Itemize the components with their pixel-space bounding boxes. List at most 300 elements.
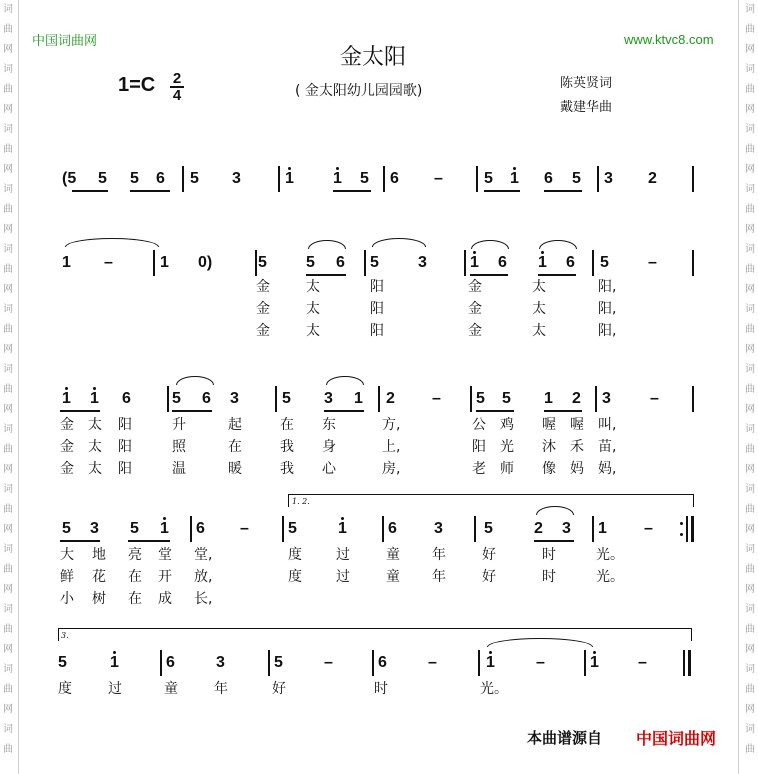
lyric: 妈 [570, 461, 584, 477]
slur [471, 240, 509, 249]
side-watermark-char: 网 [745, 524, 755, 535]
time-signature [170, 72, 184, 102]
side-watermark-char: 词 [3, 364, 13, 375]
note: 1 [598, 520, 607, 537]
barline [692, 386, 694, 412]
lyric: 阳, [598, 323, 617, 339]
lyric: 太 [306, 323, 320, 339]
lyric: 妈, [598, 461, 617, 477]
lyric: 在 [280, 417, 294, 433]
lyric: 暖 [228, 461, 242, 477]
lyric: 太 [88, 461, 102, 477]
note: – [240, 520, 249, 537]
barline [383, 166, 385, 192]
lyric: 金 [468, 323, 482, 339]
lyric: 金 [60, 439, 74, 455]
side-watermark-char: 网 [745, 104, 755, 115]
eighth-beam [130, 190, 170, 192]
note: 2 [572, 390, 581, 407]
lyric: 鸡 [500, 417, 514, 433]
side-watermark-char: 曲 [745, 564, 755, 575]
lyric: 阳, [598, 301, 617, 317]
lyric: 堂, [194, 547, 213, 563]
note: 1 [538, 254, 547, 271]
slur [176, 376, 214, 385]
octave-dot [113, 651, 116, 654]
lyric: 太 [88, 439, 102, 455]
lyric: 时 [542, 569, 556, 585]
eighth-beam [60, 410, 100, 412]
side-watermark-char: 曲 [745, 24, 755, 35]
note: 2 [648, 170, 657, 187]
barline [478, 650, 480, 676]
lyric: 时 [542, 547, 556, 563]
lyric: 叫, [598, 417, 617, 433]
note: 6 [166, 654, 175, 671]
note: 5 [502, 390, 511, 407]
note: 6 [196, 520, 205, 537]
side-watermark-char: 网 [745, 44, 755, 55]
side-watermark-char: 曲 [3, 144, 13, 155]
note: 3 [216, 654, 225, 671]
repeat-barline-thin [686, 516, 688, 542]
note: 3 [232, 170, 241, 187]
side-watermark-char: 曲 [745, 384, 755, 395]
lyric: 阳 [472, 439, 486, 455]
barline [592, 516, 594, 542]
side-watermark-char: 网 [745, 344, 755, 355]
side-watermark-char: 词 [3, 724, 13, 735]
slur [326, 376, 364, 385]
side-watermark-char: 网 [745, 644, 755, 655]
side-watermark-char: 曲 [3, 504, 13, 515]
octave-dot [93, 387, 96, 390]
lyric: 阳 [370, 279, 384, 295]
note: – [324, 654, 333, 671]
side-watermark-char: 网 [3, 44, 13, 55]
note: 5 [370, 254, 379, 271]
side-watermark-char: 网 [745, 464, 755, 475]
side-watermark-char: 网 [745, 164, 755, 175]
lyric: 阳 [370, 323, 384, 339]
song-subtitle: ( 金太阳幼儿园园歌) [295, 83, 423, 99]
side-watermark-char: 词 [745, 184, 755, 195]
side-watermark-char: 词 [3, 484, 13, 495]
note: 6 [566, 254, 575, 271]
slur [536, 506, 574, 515]
note: 1 [354, 390, 363, 407]
lyric: 成 [158, 591, 172, 607]
lyric: 我 [280, 461, 294, 477]
lyric: 太 [532, 323, 546, 339]
side-watermark-char: 词 [745, 664, 755, 675]
lyric: 心 [322, 461, 336, 477]
volta-bracket-3 [58, 628, 692, 641]
note: 5 [282, 390, 291, 407]
octave-dot [489, 651, 492, 654]
note: (5 [62, 170, 77, 187]
eighth-beam [484, 190, 520, 192]
note: 3 [230, 390, 239, 407]
side-watermark-char: 网 [3, 464, 13, 475]
note: 5 [484, 520, 493, 537]
lyric: 在 [228, 439, 242, 455]
side-watermark-char: 网 [3, 284, 13, 295]
note: 3 [434, 520, 443, 537]
octave-dot [288, 167, 291, 170]
lyricist-credit: 陈英贤词 [560, 76, 613, 91]
eighth-beam [324, 410, 364, 412]
side-watermark-char: 曲 [3, 204, 13, 215]
barline [255, 250, 257, 276]
lyric: 度 [288, 547, 302, 563]
lyric: 年 [214, 681, 228, 697]
volta-label: 3. [61, 631, 69, 640]
barline [182, 166, 184, 192]
note: 2 [386, 390, 395, 407]
lyric: 光。 [596, 547, 624, 563]
side-watermark-char: 网 [3, 704, 13, 715]
lyric: 照 [172, 439, 186, 455]
note: – [648, 254, 657, 271]
repeat-dot-top [680, 522, 683, 525]
side-watermark-char: 词 [745, 304, 755, 315]
side-watermark-char: 网 [3, 104, 13, 115]
lyric: 过 [108, 681, 122, 697]
lyric: 金 [468, 301, 482, 317]
left-side-watermark [0, 0, 16, 774]
side-watermark-char: 词 [3, 544, 13, 555]
tie [65, 238, 159, 247]
barline [275, 386, 277, 412]
note: 5 [172, 390, 181, 407]
note: 2 [534, 520, 543, 537]
barline [190, 516, 192, 542]
note: 1 [160, 520, 169, 537]
slur [539, 240, 577, 249]
note: 5 [572, 170, 581, 187]
side-watermark-char: 曲 [3, 324, 13, 335]
side-watermark-char: 网 [3, 164, 13, 175]
lyric: 在 [128, 569, 142, 585]
eighth-beam [333, 190, 371, 192]
lyric: 阳, [598, 279, 617, 295]
note: – [434, 170, 443, 187]
side-watermark-char: 词 [3, 664, 13, 675]
note: 6 [202, 390, 211, 407]
side-watermark-char: 曲 [745, 684, 755, 695]
note: 6 [390, 170, 399, 187]
note: 5 [600, 254, 609, 271]
time-signature-bottom: 4 [172, 86, 182, 104]
lyric: 童 [386, 547, 400, 563]
lyric: 花 [92, 569, 106, 585]
slur [308, 240, 346, 249]
lyric: 太 [306, 301, 320, 317]
lyric: 温 [172, 461, 186, 477]
lyric: 树 [92, 591, 106, 607]
note: 1 [590, 654, 599, 671]
barline [595, 386, 597, 412]
lyric: 喔 [542, 417, 556, 433]
side-watermark-char: 词 [745, 604, 755, 615]
note: 1 [110, 654, 119, 671]
side-watermark-char: 词 [745, 124, 755, 135]
note: – [428, 654, 437, 671]
side-watermark-char: 词 [745, 4, 755, 15]
octave-dot [65, 387, 68, 390]
note: 3 [562, 520, 571, 537]
note: – [536, 654, 545, 671]
lyric: 鲜 [60, 569, 74, 585]
lyric: 金 [468, 279, 482, 295]
eighth-beam [534, 540, 574, 542]
note: 6 [378, 654, 387, 671]
side-watermark-char: 词 [3, 184, 13, 195]
note: – [104, 254, 113, 271]
lyric: 太 [306, 279, 320, 295]
lyric: 金 [256, 323, 270, 339]
note: 5 [130, 520, 139, 537]
composer-credit: 戴建华曲 [560, 100, 613, 115]
note: 1 [62, 390, 71, 407]
lyric: 光 [500, 439, 514, 455]
final-barline-thick [688, 650, 691, 676]
lyric: 太 [88, 417, 102, 433]
lyric: 东 [322, 417, 336, 433]
note: 5 [62, 520, 71, 537]
lyric: 光。 [596, 569, 624, 585]
side-watermark-char: 词 [3, 64, 13, 75]
side-watermark-char: 曲 [3, 444, 13, 455]
lyric: 公 [472, 417, 486, 433]
note: 5 [98, 170, 107, 187]
note: 5 [306, 254, 315, 271]
lyric: 童 [386, 569, 400, 585]
side-watermark-char: 网 [745, 404, 755, 415]
note: 1 [160, 254, 169, 271]
note: 3 [604, 170, 613, 187]
side-watermark-char: 曲 [3, 684, 13, 695]
lyric: 阳 [118, 417, 132, 433]
time-signature-top: 2 [172, 70, 182, 87]
note: 1 [62, 254, 71, 271]
note: 3 [90, 520, 99, 537]
note: 3 [602, 390, 611, 407]
side-watermark-char: 曲 [745, 324, 755, 335]
octave-dot [541, 251, 544, 254]
lyric: 苗, [598, 439, 617, 455]
octave-dot [341, 517, 344, 520]
lyric: 亮 [128, 547, 142, 563]
side-watermark-char: 词 [745, 544, 755, 555]
song-title: 金太阳 [340, 45, 407, 70]
octave-dot [513, 167, 516, 170]
lyric: 好 [482, 569, 496, 585]
note: – [432, 390, 441, 407]
lyric: 过 [336, 569, 350, 585]
side-watermark-char: 曲 [745, 84, 755, 95]
barline [476, 166, 478, 192]
lyric: 度 [58, 681, 72, 697]
side-watermark-char: 曲 [3, 564, 13, 575]
lyric: 喔 [570, 417, 584, 433]
lyric: 像 [542, 461, 556, 477]
side-watermark-char: 曲 [3, 24, 13, 35]
barline [470, 386, 472, 412]
note: 6 [336, 254, 345, 271]
barline [584, 650, 586, 676]
lyric: 时 [374, 681, 388, 697]
lyric: 长, [194, 591, 213, 607]
lyric: 地 [92, 547, 106, 563]
note: 1 [285, 170, 294, 187]
right-margin-line [738, 0, 739, 774]
lyric: 金 [60, 461, 74, 477]
side-watermark-char: 网 [3, 584, 13, 595]
note: 5 [360, 170, 369, 187]
lyric: 度 [288, 569, 302, 585]
note: – [650, 390, 659, 407]
note: – [638, 654, 647, 671]
lyric: 升 [172, 417, 186, 433]
side-watermark-char: 词 [745, 364, 755, 375]
side-watermark-char: 词 [3, 244, 13, 255]
source-site-link[interactable]: 中国词曲网 [636, 729, 717, 748]
lyric: 房, [382, 461, 401, 477]
side-watermark-char: 词 [745, 484, 755, 495]
side-watermark-char: 网 [3, 524, 13, 535]
side-watermark-char: 曲 [3, 624, 13, 635]
eighth-beam [544, 190, 582, 192]
lyric: 太 [532, 301, 546, 317]
note: 3 [324, 390, 333, 407]
barline [153, 250, 155, 276]
eighth-beam [60, 540, 100, 542]
side-watermark-char: 曲 [745, 624, 755, 635]
lyric: 阳 [118, 461, 132, 477]
site-watermark-left: 中国词曲网 [32, 34, 98, 49]
repeat-barline-thick [691, 516, 694, 542]
side-watermark-char: 词 [3, 304, 13, 315]
side-watermark-char: 网 [745, 704, 755, 715]
note: 6 [122, 390, 131, 407]
note: 1 [338, 520, 347, 537]
barline [278, 166, 280, 192]
barline [464, 250, 466, 276]
barline [364, 250, 366, 276]
lyric: 沐 [542, 439, 556, 455]
side-watermark-char: 词 [745, 724, 755, 735]
octave-dot [336, 167, 339, 170]
note: 5 [476, 390, 485, 407]
lyric: 金 [60, 417, 74, 433]
barline [160, 650, 162, 676]
lyric: 光。 [480, 681, 508, 697]
note: 1 [470, 254, 479, 271]
octave-dot [593, 651, 596, 654]
barline [692, 166, 694, 192]
note: 1 [544, 390, 553, 407]
barline [167, 386, 169, 412]
lyric: 金 [256, 279, 270, 295]
lyric: 身 [322, 439, 336, 455]
note: 5 [258, 254, 267, 271]
side-watermark-char: 曲 [745, 444, 755, 455]
octave-dot [473, 251, 476, 254]
lyric: 好 [272, 681, 286, 697]
side-watermark-char: 曲 [3, 84, 13, 95]
volta-label: 1. 2. [292, 497, 310, 506]
octave-dot [163, 517, 166, 520]
lyric: 金 [256, 301, 270, 317]
lyric: 过 [336, 547, 350, 563]
barline [592, 250, 594, 276]
side-watermark-char: 词 [3, 424, 13, 435]
note: 0) [198, 254, 213, 271]
lyric: 放, [194, 569, 213, 585]
note: 5 [288, 520, 297, 537]
note: 6 [544, 170, 553, 187]
side-watermark-char: 词 [745, 424, 755, 435]
note: 5 [484, 170, 493, 187]
side-watermark-char: 网 [745, 584, 755, 595]
left-margin-line [18, 0, 19, 774]
side-watermark-char: 词 [745, 64, 755, 75]
lyric: 师 [500, 461, 514, 477]
side-watermark-char: 词 [745, 244, 755, 255]
lyric: 禾 [570, 439, 584, 455]
lyric: 小 [60, 591, 74, 607]
note: 1 [486, 654, 495, 671]
note: 5 [58, 654, 67, 671]
side-watermark-char: 词 [3, 124, 13, 135]
barline [282, 516, 284, 542]
note: 6 [498, 254, 507, 271]
eighth-beam [128, 540, 170, 542]
lyric: 年 [432, 547, 446, 563]
side-watermark-char: 曲 [745, 744, 755, 755]
eighth-beam [476, 410, 514, 412]
final-barline-thin [683, 650, 685, 676]
lyric: 在 [128, 591, 142, 607]
lyric: 太 [532, 279, 546, 295]
side-watermark-char: 曲 [3, 744, 13, 755]
lyric: 阳 [370, 301, 384, 317]
note: – [644, 520, 653, 537]
barline [378, 386, 380, 412]
slur [372, 238, 426, 247]
key-signature: 1=C [118, 74, 156, 96]
side-watermark-char: 网 [3, 224, 13, 235]
lyric: 老 [472, 461, 486, 477]
repeat-dot-bottom [680, 533, 683, 536]
barline [268, 650, 270, 676]
lyric: 我 [280, 439, 294, 455]
note: 1 [90, 390, 99, 407]
side-watermark-char: 曲 [745, 504, 755, 515]
lyric: 方, [382, 417, 401, 433]
note: 5 [190, 170, 199, 187]
lyric: 阳 [118, 439, 132, 455]
side-watermark-char: 网 [745, 224, 755, 235]
volta-bracket-1-2 [288, 494, 694, 507]
lyric: 上, [382, 439, 401, 455]
side-watermark-char: 曲 [745, 204, 755, 215]
site-watermark-right: www.ktvc8.com [624, 32, 714, 47]
side-watermark-char: 曲 [745, 264, 755, 275]
note: 1 [333, 170, 342, 187]
